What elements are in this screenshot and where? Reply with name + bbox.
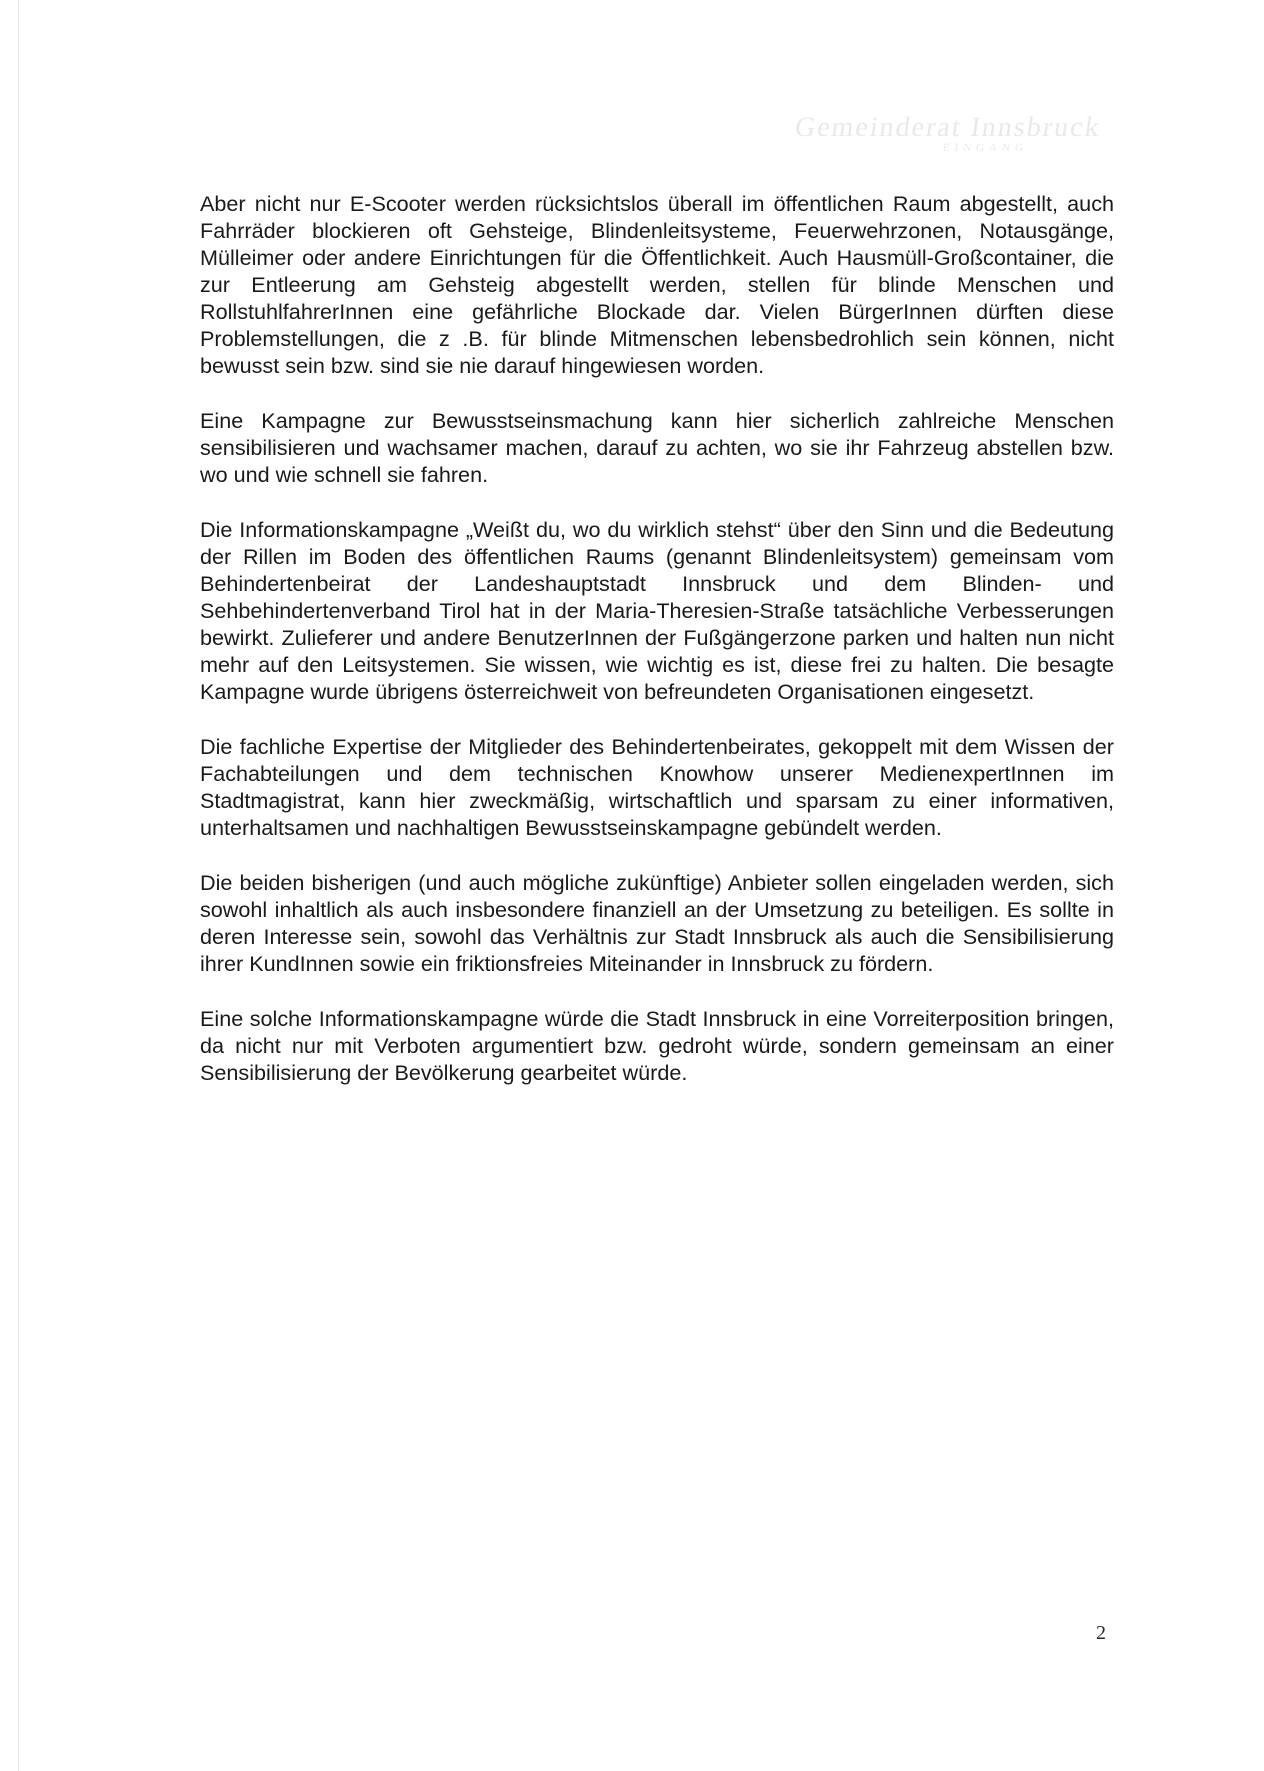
received-stamp bbox=[757, 112, 1103, 154]
paragraph-1: Aber nicht nur E-Scooter werden rücksichtslos überall im öffentlichen Raum abgestellt, auch Fahrräder blockieren oft Gehsteige, Blindenleitsysteme, Feuerwehrzonen, Notausgänge, Mülleimer oder andere Einrichtungen für die Öffentlichkeit. Auch Hausmüll-Großcontainer, die zur Entleerung am Gehsteig abgestellt werden, stellen für blinde Menschen und RollstuhlfahrerInnen eine gefährliche Blockade dar. Vielen BürgerInnen dürften diese Problemstellungen, die z .B. für blinde Mitmenschen lebensbedrohlich sein können, nicht bewusst sein bzw. sind sie nie darauf hingewiesen worden. bbox=[200, 191, 1114, 378]
page-edge-line bbox=[18, 0, 19, 1771]
stamp-line-2: EINGANG bbox=[941, 142, 1029, 154]
paragraph-4: Die fachliche Expertise der Mitglieder des Behindertenbeirates, gekoppelt mit dem Wissen der Fachabteilungen und dem technischen Knowhow unserer MedienexpertInnen im Stadtmagistrat, kann hier zweckmäßig, wirtschaftlich und sparsam zu einer informativen, unterhaltsamen und nachhaltigen Bewusstseinskampagne gebündelt werden. bbox=[200, 734, 1114, 840]
paragraph-5: Die beiden bisherigen (und auch mögliche zukünftige) Anbieter sollen eingeladen werden, sich sowohl inhaltlich als auch insbesondere finanziell an der Umsetzung zu beteiligen. Es sollte in deren Interesse sein, sowohl das Verhältnis zur Stadt Innsbruck als auch die Sensibilisierung ihrer KundInnen sowie ein friktionsfreies Miteinander in Innsbruck zu fördern. bbox=[200, 870, 1114, 976]
page-number: 2 bbox=[1096, 1622, 1106, 1644]
document-body bbox=[200, 190, 1114, 1114]
paragraph-3: Die Informationskampagne „Weißt du, wo du wirklich stehst“ über den Sinn und die Bedeutung der Rillen im Boden des öffentlichen Raums (genannt Blindenleitsystem) gemeinsam vom Behindertenbeirat der Landeshauptstadt Innsbruck und dem Blinden- und Sehbehindertenverband Tirol hat in der Maria-Theresien-Straße tatsächliche Verbesserungen bewirkt. Zulieferer und andere BenutzerInnen der Fußgängerzone parken und halten nun nicht mehr auf den Leitsystemen. Sie wissen, wie wichtig es ist, diese frei zu halten. Die besagte Kampagne wurde übrigens österreichweit von befreundeten Organisationen eingesetzt. bbox=[200, 517, 1114, 704]
stamp-line-1: Gemeinderat Innsbruck bbox=[793, 112, 1103, 143]
paragraph-2: Eine Kampagne zur Bewusstseinsmachung kann hier sicherlich zahlreiche Menschen sensibilisieren und wachsamer machen, darauf zu achten, wo sie ihr Fahrzeug abstellen bzw. wo und wie schnell sie fahren. bbox=[200, 408, 1114, 487]
paragraph-6: Eine solche Informationskampagne würde die Stadt Innsbruck in eine Vorreiterposition bringen, da nicht nur mit Verboten argumentiert bzw. gedroht würde, sondern gemeinsam an einer Sensibilisierung der Bevölkerung gearbeitet würde. bbox=[200, 1006, 1114, 1085]
